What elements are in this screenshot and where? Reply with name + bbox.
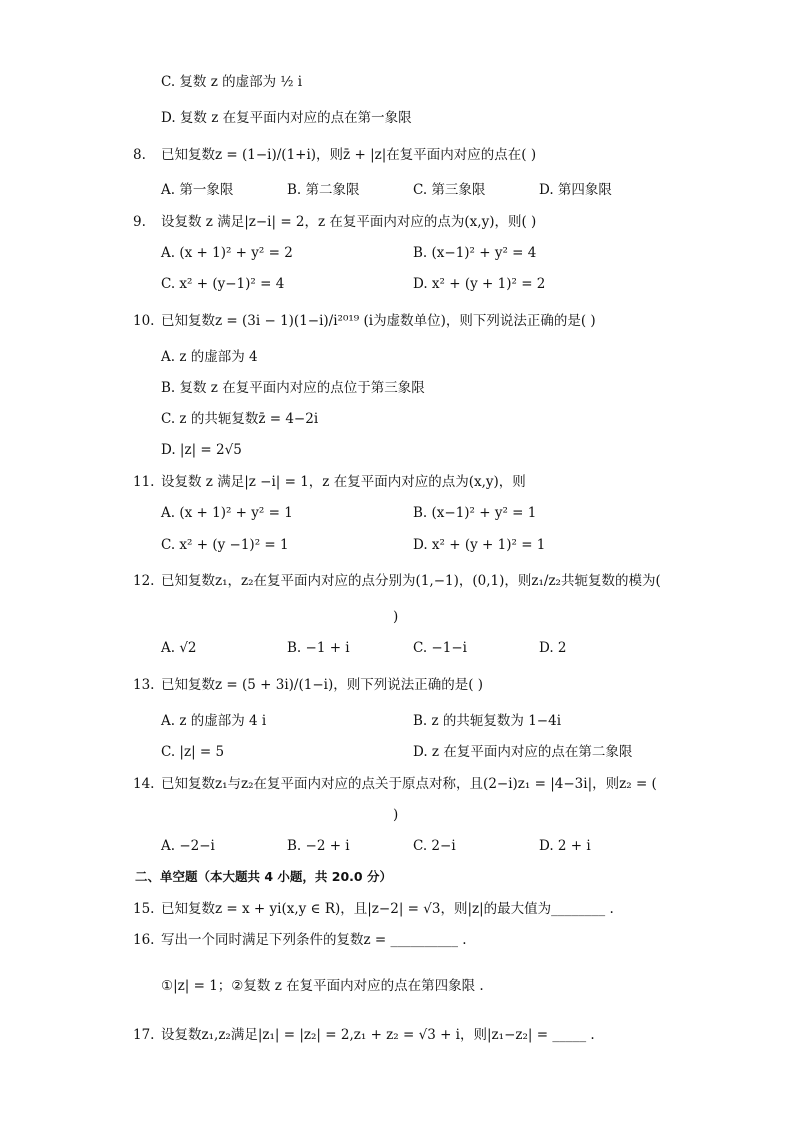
question-8-stem: 已知复数z = (1−i)/(1+i)，则z̄ + |z|在复平面内对应的点在( ): [161, 147, 537, 163]
q9-option-d: D. x² + (y + 1)² = 2: [413, 276, 546, 292]
question-14-close-paren: ): [393, 807, 399, 823]
q11-option-d: D. x² + (y + 1)² = 1: [413, 537, 546, 553]
q8-option-c: C. 第三象限: [413, 182, 486, 198]
q9-option-b: B. (x−1)² + y² = 4: [413, 245, 537, 261]
q11-option-b: B. (x−1)² + y² = 1: [413, 505, 537, 521]
question-11-stem: 设复数 z 满足|z −i| = 1，z 在复平面内对应的点为(x,y)，则: [161, 474, 526, 490]
question-16-conditions: ①|z| = 1；②复数 z 在复平面内对应的点在第四象限 .: [161, 978, 484, 994]
q9-option-c: C. x² + (y−1)² = 4: [161, 276, 285, 292]
q14-option-a: A. −2−i: [161, 838, 215, 854]
question-number: 8.: [133, 147, 146, 163]
q8-option-d: D. 第四象限: [539, 182, 612, 198]
question-9-stem: 设复数 z 满足|z−i| = 2，z 在复平面内对应的点为(x,y)，则( ): [161, 214, 537, 230]
question-15-stem: 已知复数z = x + yi(x,y ∈ R)，且|z−2| = √3，则|z|的最大值为________ .: [161, 901, 614, 917]
question-14-stem: 已知复数z₁与z₂在复平面内对应的点关于原点对称，且(2−i)z₁ = |4−3i|，则z₂ = (: [161, 776, 657, 792]
q12-option-b: B. −1 + i: [287, 640, 350, 656]
q13-option-d: D. z 在复平面内对应的点在第二象限: [413, 744, 633, 760]
q9-option-a: A. (x + 1)² + y² = 2: [161, 245, 293, 261]
question-number: 14.: [133, 776, 155, 792]
question-number: 12.: [133, 573, 155, 589]
q13-option-b: B. z 的共轭复数为 1−4i: [413, 713, 562, 729]
question-13-stem: 已知复数z = (5 + 3i)/(1−i)，则下列说法正确的是( ): [161, 677, 484, 693]
q12-option-d: D. 2: [539, 640, 567, 656]
q10-option-c: C. z 的共轭复数z̄ = 4−2i: [161, 411, 319, 427]
q13-option-c: C. |z| = 5: [161, 744, 225, 760]
q12-option-a: A. √2: [161, 640, 197, 656]
question-number: 16.: [133, 932, 155, 948]
q14-option-d: D. 2 + i: [539, 838, 591, 854]
q12-option-c: C. −1−i: [413, 640, 467, 656]
question-10-stem: 已知复数z = (3i − 1)(1−i)/i²⁰¹⁹ (i为虚数单位)，则下列说法正确的是( ): [161, 313, 596, 329]
q7-option-d: D. 复数 z 在复平面内对应的点在第一象限: [161, 110, 412, 126]
q8-option-a: A. 第一象限: [161, 182, 234, 198]
section-heading: 二、单空题（本大题共 4 小题，共 20.0 分）: [135, 869, 392, 884]
q13-option-a: A. z 的虚部为 4 i: [161, 713, 267, 729]
q14-option-b: B. −2 + i: [287, 838, 350, 854]
q7-option-c: C. 复数 z 的虚部为 ½ i: [161, 74, 303, 90]
question-17-stem: 设复数z₁,z₂满足|z₁| = |z₂| = 2,z₁ + z₂ = √3 + i，则|z₁−z₂| = _____ .: [161, 1027, 595, 1043]
q10-option-a: A. z 的虚部为 4: [161, 349, 258, 365]
q14-option-c: C. 2−i: [413, 838, 456, 854]
question-number: 10.: [133, 313, 155, 329]
q11-option-a: A. (x + 1)² + y² = 1: [161, 505, 293, 521]
q10-option-b: B. 复数 z 在复平面内对应的点位于第三象限: [161, 380, 425, 396]
question-16-stem: 写出一个同时满足下列条件的复数z = __________ .: [161, 932, 467, 948]
q11-option-c: C. x² + (y −1)² = 1: [161, 537, 289, 553]
question-number: 11.: [133, 474, 155, 490]
q10-option-d: D. |z| = 2√5: [161, 442, 242, 458]
question-12-stem: 已知复数z₁，z₂在复平面内对应的点分别为(1,−1)，(0,1)，则z₁/z₂共轭复数的模为(: [161, 573, 661, 589]
question-12-close-paren: ): [393, 609, 399, 625]
question-number: 13.: [133, 677, 155, 693]
q8-option-b: B. 第二象限: [287, 182, 360, 198]
question-number: 15.: [133, 901, 155, 917]
question-number: 17.: [133, 1027, 155, 1043]
question-number: 9.: [133, 214, 146, 230]
